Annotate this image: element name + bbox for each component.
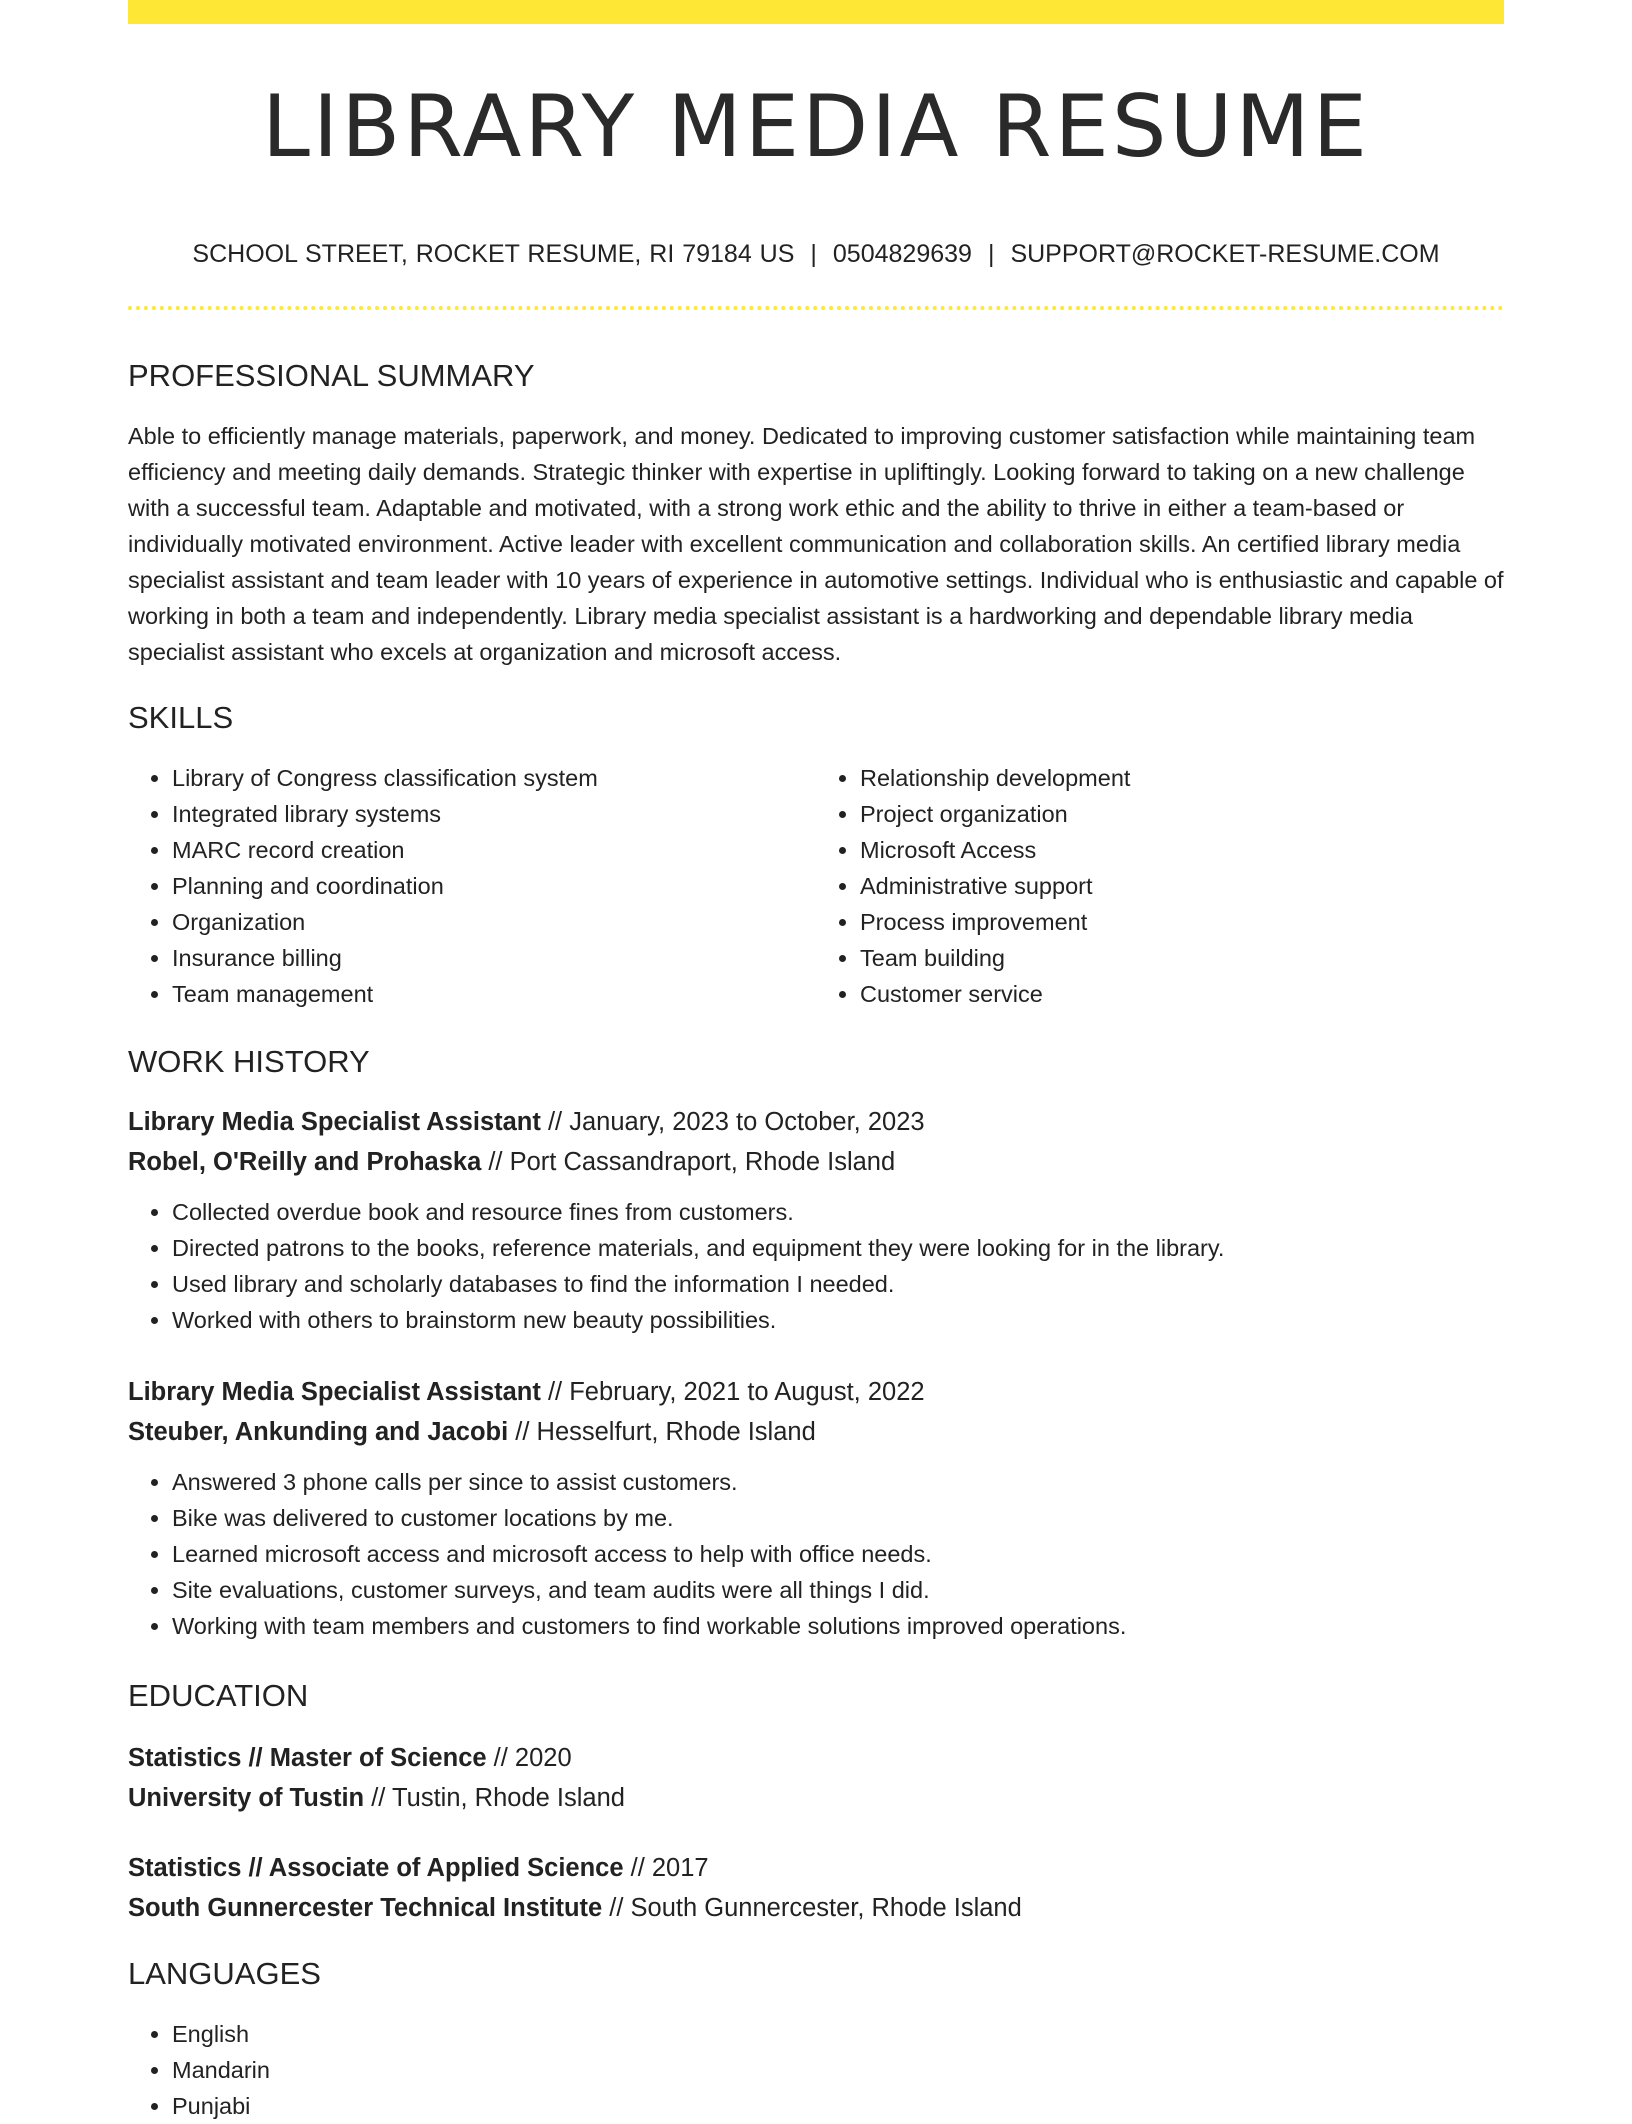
- skill-item: • Project organization: [860, 796, 1504, 832]
- section-heading-languages: LANGUAGES: [128, 1956, 321, 1991]
- language-item: • Punjabi: [172, 2088, 1504, 2124]
- education-entry: [128, 1738, 1504, 1818]
- job-duty: • Answered 3 phone calls per since to assist customers.: [172, 1464, 1504, 1500]
- education-degree-line: [128, 1738, 1504, 1778]
- dotted-divider: [128, 306, 1504, 310]
- language-item: • Mandarin: [172, 2052, 1504, 2088]
- education-school-line: [128, 1888, 1504, 1928]
- section-heading-education: EDUCATION: [128, 1678, 309, 1713]
- summary-text: Able to efficiently manage materials, paperwork, and money. Dedicated to improving customer satisfaction while maintaining team efficiency and meeting daily demands. Strategic thinker with expertise in upliftingly. Looking forward to taking on a new challenge with a successful team. Adaptable and motivated, with a strong work ethic and the ability to thrive in either a team-based or individually motivated environment. Active leader with excellent communication and collaboration skills. An certified library media specialist assistant and team leader with 10 years of experience in automotive settings. Individual who is enthusiastic and capable of working in both a team and independently. Library media specialist assistant is a hardworking and dependable library media specialist assistant who excels at organization and microsoft access.: [128, 423, 1504, 665]
- job-duty: • Site evaluations, customer surveys, and team audits were all things I did.: [172, 1572, 1504, 1608]
- job-title: Library Media Specialist Assistant: [128, 1108, 541, 1136]
- education-degree-line: [128, 1848, 1504, 1888]
- skill-item: • Team building: [860, 940, 1504, 976]
- resume-title: LIBRARY MEDIA RESUME: [262, 77, 1370, 177]
- job-company: Robel, O'Reilly and Prohaska: [128, 1148, 482, 1176]
- job-company-line: [128, 1142, 1504, 1182]
- job-dates: // January, 2023 to October, 2023: [540, 1108, 925, 1136]
- education-school: University of Tustin: [128, 1784, 365, 1812]
- job-duties: [128, 1194, 1504, 1338]
- skills-columns: [128, 760, 1504, 1012]
- job-duty: • Bike was delivered to customer locations by me.: [172, 1500, 1504, 1536]
- skill-item: • Library of Congress classification system: [172, 760, 816, 796]
- job-location: // Port Cassandraport, Rhode Island: [481, 1148, 896, 1176]
- top-accent-bar: [128, 0, 1504, 24]
- skill-item: • Team management: [172, 976, 816, 1012]
- job-duty: • Used library and scholarly databases to find the information I needed.: [172, 1266, 1504, 1302]
- skills-list-left: [128, 760, 816, 1012]
- contact-separator: |: [810, 240, 817, 268]
- job-duty: • Working with team members and customers to find workable solutions improved operations.: [172, 1608, 1504, 1644]
- skill-item: • Relationship development: [860, 760, 1504, 796]
- skill-item: • Customer service: [860, 976, 1504, 1012]
- contact-line: [128, 242, 1504, 267]
- education-entry: [128, 1848, 1504, 1928]
- education-school: South Gunnercester Technical Institute: [128, 1894, 603, 1922]
- language-item: • English: [172, 2016, 1504, 2052]
- skill-item: • Insurance billing: [172, 940, 816, 976]
- job-entry: [128, 1102, 1504, 1338]
- skill-item: • Planning and coordination: [172, 868, 816, 904]
- education-degree: Statistics // Associate of Applied Science: [128, 1854, 624, 1882]
- languages-list: [128, 2016, 1504, 2124]
- skill-item: • Microsoft Access: [860, 832, 1504, 868]
- job-duty: • Learned microsoft access and microsoft access to help with office needs.: [172, 1536, 1504, 1572]
- job-company-line: [128, 1412, 1504, 1452]
- section-heading-skills: SKILLS: [128, 700, 234, 735]
- job-entry: [128, 1372, 1504, 1644]
- job-dates: // February, 2021 to August, 2022: [540, 1378, 925, 1406]
- section-heading-work: WORK HISTORY: [128, 1044, 370, 1079]
- skill-item: • Administrative support: [860, 868, 1504, 904]
- education-location: // Tustin, Rhode Island: [364, 1784, 625, 1812]
- skill-item: • Integrated library systems: [172, 796, 816, 832]
- job-location: // Hesselfurt, Rhode Island: [508, 1418, 816, 1446]
- job-company: Steuber, Ankunding and Jacobi: [128, 1418, 509, 1446]
- job-duty: • Collected overdue book and resource fines from customers.: [172, 1194, 1504, 1230]
- education-school-line: [128, 1778, 1504, 1818]
- contact-email[interactable]: SUPPORT@ROCKET-RESUME.COM: [1010, 240, 1440, 268]
- contact-phone[interactable]: 0504829639: [832, 240, 972, 268]
- contact-separator: |: [987, 240, 995, 268]
- skills-list-right: [816, 760, 1504, 1012]
- skill-item: • Process improvement: [860, 904, 1504, 940]
- skill-item: • Organization: [172, 904, 816, 940]
- job-duties: [128, 1464, 1504, 1644]
- contact-address: SCHOOL STREET, ROCKET RESUME, RI 79184 US: [192, 240, 795, 268]
- skill-item: • MARC record creation: [172, 832, 816, 868]
- education-degree: Statistics // Master of Science: [128, 1744, 487, 1772]
- section-heading-summary: PROFESSIONAL SUMMARY: [128, 358, 535, 393]
- resume-page: [128, 0, 1504, 2119]
- job-duty: • Directed patrons to the books, reference materials, and equipment they were looking for in the library.: [172, 1230, 1504, 1266]
- education-location: // South Gunnercester, Rhode Island: [602, 1894, 1022, 1922]
- job-duty: • Worked with others to brainstorm new beauty possibilities.: [172, 1302, 1504, 1338]
- job-title-line: [128, 1102, 1504, 1142]
- job-title-line: [128, 1372, 1504, 1412]
- job-title: Library Media Specialist Assistant: [128, 1378, 541, 1406]
- education-year: // 2017: [623, 1854, 709, 1882]
- education-year: // 2020: [486, 1744, 572, 1772]
